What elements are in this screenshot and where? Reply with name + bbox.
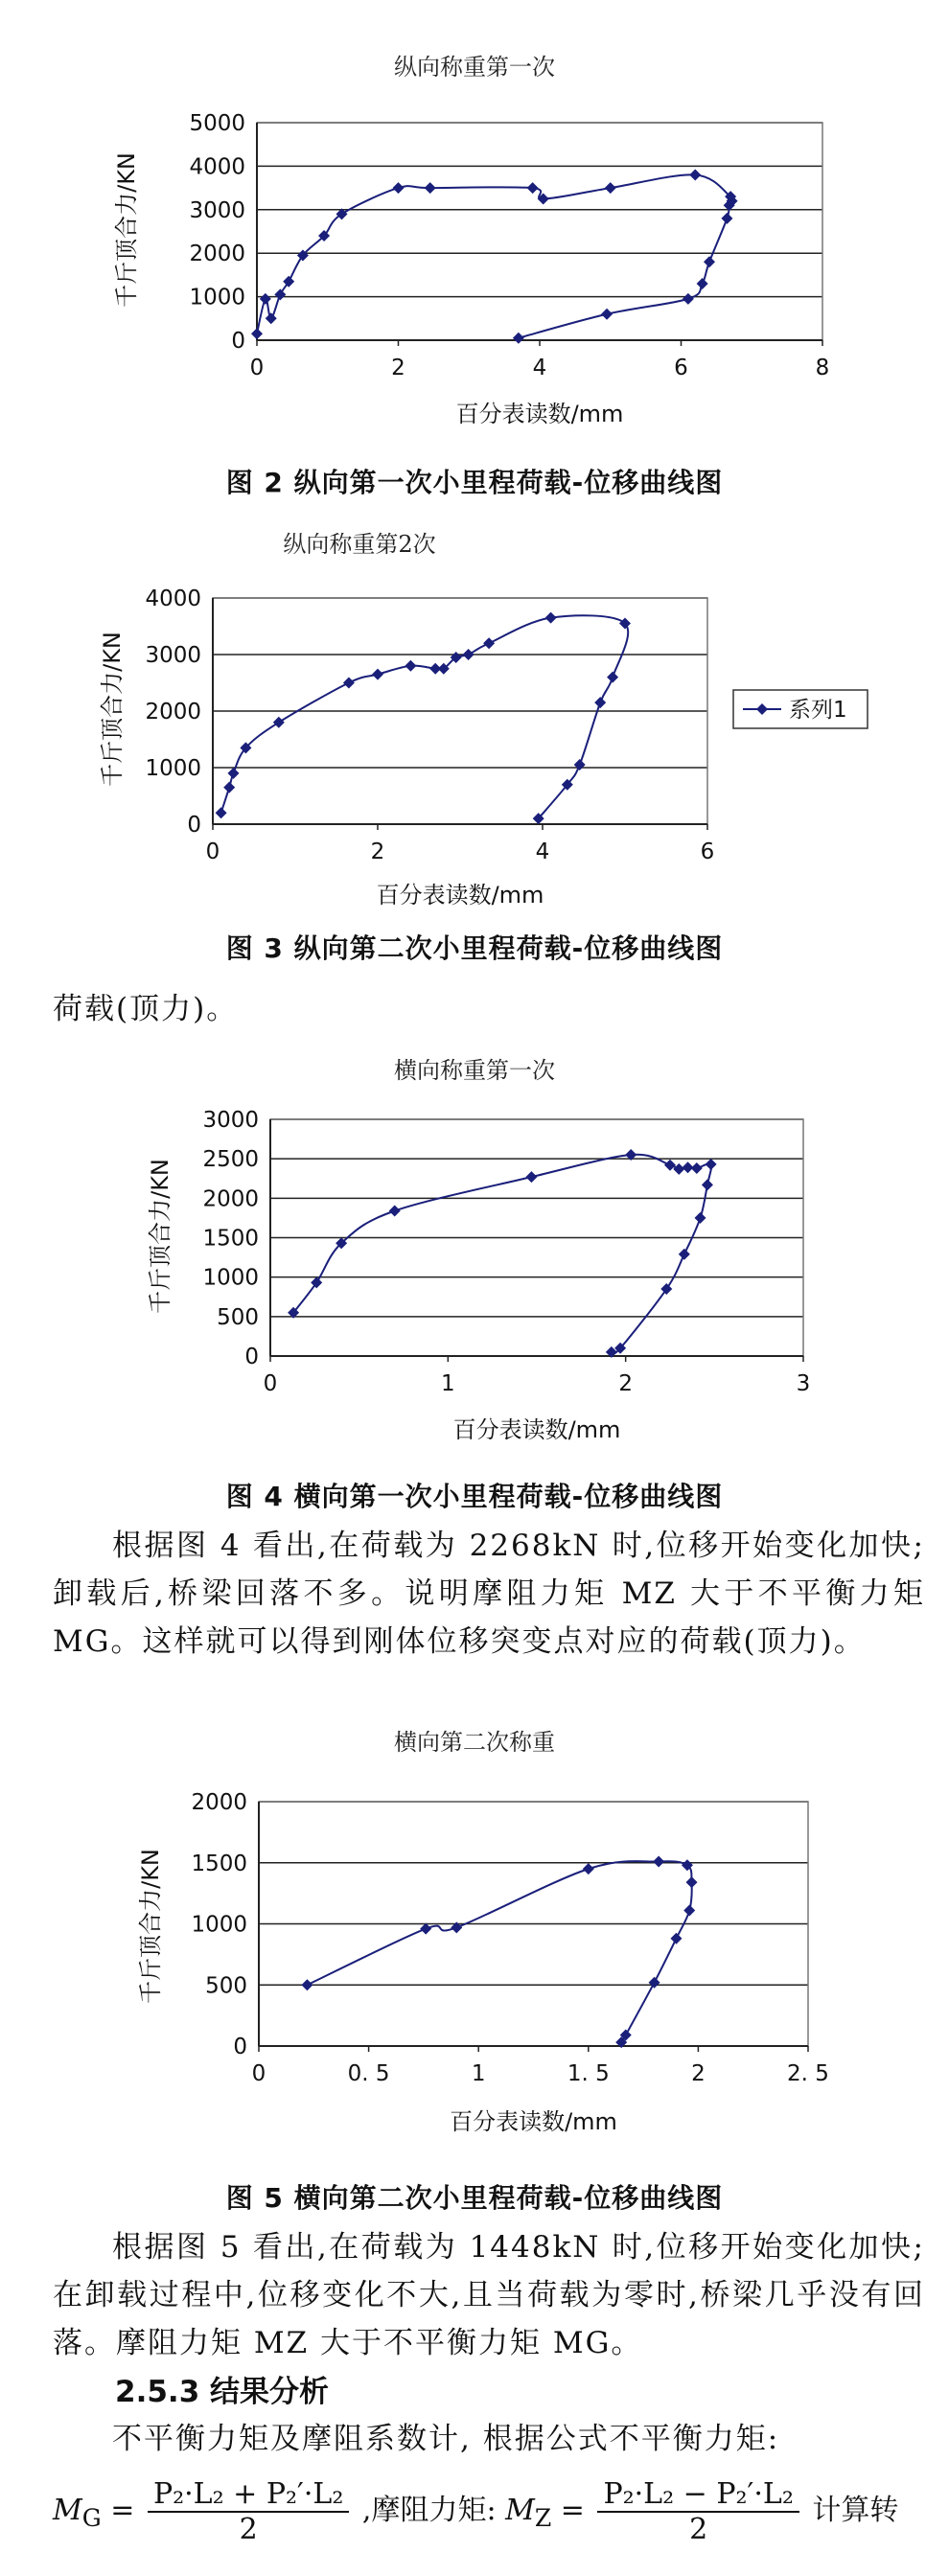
data-point [463,649,474,660]
chart-1-block [0,0,949,450]
data-point [372,669,383,680]
y-tick-label: 3000 [145,643,201,668]
y-tick-label: 5000 [189,111,245,136]
y-tick-label: 0 [231,329,245,354]
x-axis-label: 百分表读数/mm [450,2108,617,2135]
y-tick-label: 2000 [145,700,201,724]
x-tick-label: 0. 5 [347,2061,390,2086]
x-tick-label: 2 [370,840,385,864]
data-point [545,612,557,624]
chart-3-title: 横向称重第一次 [394,1057,555,1084]
formula-tail: 计算转 [812,2494,899,2527]
equals-sign-2: = [560,2494,585,2527]
data-point [649,1977,660,1989]
series-line [293,1155,711,1354]
x-tick-label: 4 [532,356,547,380]
plot-area [257,123,822,340]
mz-denominator: 2 [689,2513,708,2546]
x-tick-label: 2. 5 [787,2061,829,2086]
mg-fraction [148,2477,349,2546]
x-tick-label: 0 [205,840,220,864]
data-point [670,1933,682,1944]
data-point [601,309,613,320]
y-tick-label: 2000 [191,1790,247,1815]
data-point [389,1206,401,1217]
series-line [307,1861,691,2042]
data-point [619,618,631,630]
y-tick-label: 500 [217,1304,259,1330]
data-point [706,1159,717,1170]
y-tick-label: 2000 [202,1186,259,1212]
data-point [704,256,715,267]
equals-sign: = [110,2494,135,2527]
paragraph-load-end: 荷载(顶力)。 [53,992,239,1026]
paragraph-figure-5: 根据图 5 看出,在荷载为 1448kN 时,位移开始变化加快;在卸载过程中,位移变化不大,且当荷载为零时,桥梁几乎没有回落。摩阻力矩 MZ 大于不平衡力矩 MG。 [53,2230,925,2360]
data-point [702,1179,713,1190]
y-tick-label: 4000 [145,586,201,611]
y-tick-label: 2000 [189,242,245,267]
data-point [405,660,416,672]
chart-4-block [0,1720,949,2147]
y-tick-label: 1000 [145,756,201,781]
data-point [274,288,286,300]
x-tick-label: 8 [815,356,830,380]
x-tick-label: 6 [674,356,688,380]
y-tick-label: 1000 [189,285,245,310]
data-point [525,1171,537,1183]
y-tick-label: 0 [244,1345,259,1369]
data-point [483,637,495,649]
mz-numerator: P₂·L₂ − P₂′·L₂ [597,2477,799,2513]
y-axis-label: 千斤顶合力/KN [137,1849,164,2004]
data-point [691,1162,703,1174]
chart-1-title: 纵向称重第一次 [394,54,555,80]
y-tick-label: 0 [233,2035,247,2059]
chart-2-block [0,518,949,920]
data-point [594,697,606,708]
figure-3-caption: 图 3 纵向第二次小里程荷载-位移曲线图 [225,932,724,964]
y-tick-label: 2500 [202,1147,259,1173]
x-tick-label: 1 [441,1371,455,1396]
y-axis-label: 千斤顶合力/KN [147,1159,174,1314]
x-tick-label: 0 [263,1371,278,1396]
x-tick-label: 1 [471,2061,486,2086]
chart-1-svg [0,0,949,450]
data-point [583,1863,594,1874]
data-point [689,169,701,180]
paragraph-figure-4: 根据图 4 看出,在荷载为 2268kN 时,位移开始变化加快;卸载后,桥梁回落不多。说明摩阻力矩 MZ 大于不平衡力矩 MG。这样就可以得到刚体位移突变点对应的荷载(顶力)。 [53,1529,925,1659]
y-tick-label: 3000 [202,1108,259,1133]
data-point [260,293,271,305]
x-axis-label: 百分表读数/mm [376,882,544,908]
mg-symbol: $M_G$ [53,2494,102,2532]
y-tick-label: 1000 [202,1265,259,1291]
chart-2-svg [0,518,949,920]
y-tick-label: 3000 [189,197,245,223]
y-axis-label: 千斤顶合力/KN [113,152,140,308]
mg-denominator: 2 [239,2513,258,2546]
chart-3-svg [0,1040,949,1466]
section-heading-2-5-3: 2.5.3 结果分析 [115,2375,330,2409]
y-tick-label: 1500 [202,1226,259,1252]
chart-4-title: 横向第二次称重 [394,1729,555,1756]
formula-connector: ,摩阻力矩: [361,2494,497,2527]
data-point [216,807,227,818]
figure-4-caption: 图 4 横向第一次小里程荷载-位移曲线图 [225,1481,724,1512]
y-tick-label: 4000 [189,154,245,180]
data-point [653,1855,664,1867]
data-point [420,1923,431,1935]
x-axis-label: 百分表读数/mm [452,1416,621,1443]
data-point [679,1249,690,1260]
mz-fraction [597,2477,799,2546]
data-point [393,182,405,194]
mg-numerator: P₂·L₂ + P₂′·L₂ [148,2477,349,2513]
data-point [273,717,285,728]
data-point [251,328,263,339]
y-tick-label: 500 [205,1973,247,1999]
chart-3-block [0,1040,949,1466]
data-point [697,278,708,289]
x-tick-label: 3 [796,1371,811,1396]
chart-4-svg [0,1720,949,2147]
x-tick-label: 4 [535,840,550,864]
chart-2-title: 纵向称重第2次 [283,531,436,558]
data-point [686,1876,698,1888]
data-point [223,782,235,794]
x-tick-label: 2 [691,2061,706,2086]
y-axis-label: 千斤顶合力/KN [99,632,126,787]
data-point [228,768,240,779]
data-point [425,182,436,194]
legend-label: 系列1 [789,698,847,723]
mz-symbol: $M_Z$ [505,2494,552,2532]
x-tick-label: 6 [700,840,715,864]
y-tick-label: 1500 [191,1851,247,1876]
data-point [605,182,616,194]
y-tick-label: 0 [187,813,201,838]
formula-line [53,2477,944,2554]
x-tick-label: 2 [391,356,405,380]
y-tick-label: 1000 [191,1912,247,1938]
data-point [574,759,586,770]
data-point [683,293,694,305]
data-point [695,1212,706,1224]
paragraph-result-analysis: 不平衡力矩及摩阻系数计, 根据公式不平衡力矩: [112,2422,780,2456]
x-tick-label: 0 [251,2061,266,2086]
figure-2-caption: 图 2 纵向第一次小里程荷载-位移曲线图 [225,467,724,498]
series-line [257,174,733,337]
figure-5-caption: 图 5 横向第二次小里程荷载-位移曲线图 [225,2182,724,2214]
x-tick-label: 2 [618,1371,633,1396]
data-point [683,1904,695,1916]
data-point [283,276,294,288]
data-point [266,312,277,324]
data-point [527,182,539,194]
data-point [721,213,732,224]
data-point [343,678,355,689]
data-point [660,1283,672,1295]
data-point [607,672,618,683]
x-tick-label: 1. 5 [567,2061,610,2086]
x-tick-label: 0 [249,356,265,380]
data-point [513,333,524,344]
data-point [301,1979,312,1990]
x-axis-label: 百分表读数/mm [455,401,624,427]
